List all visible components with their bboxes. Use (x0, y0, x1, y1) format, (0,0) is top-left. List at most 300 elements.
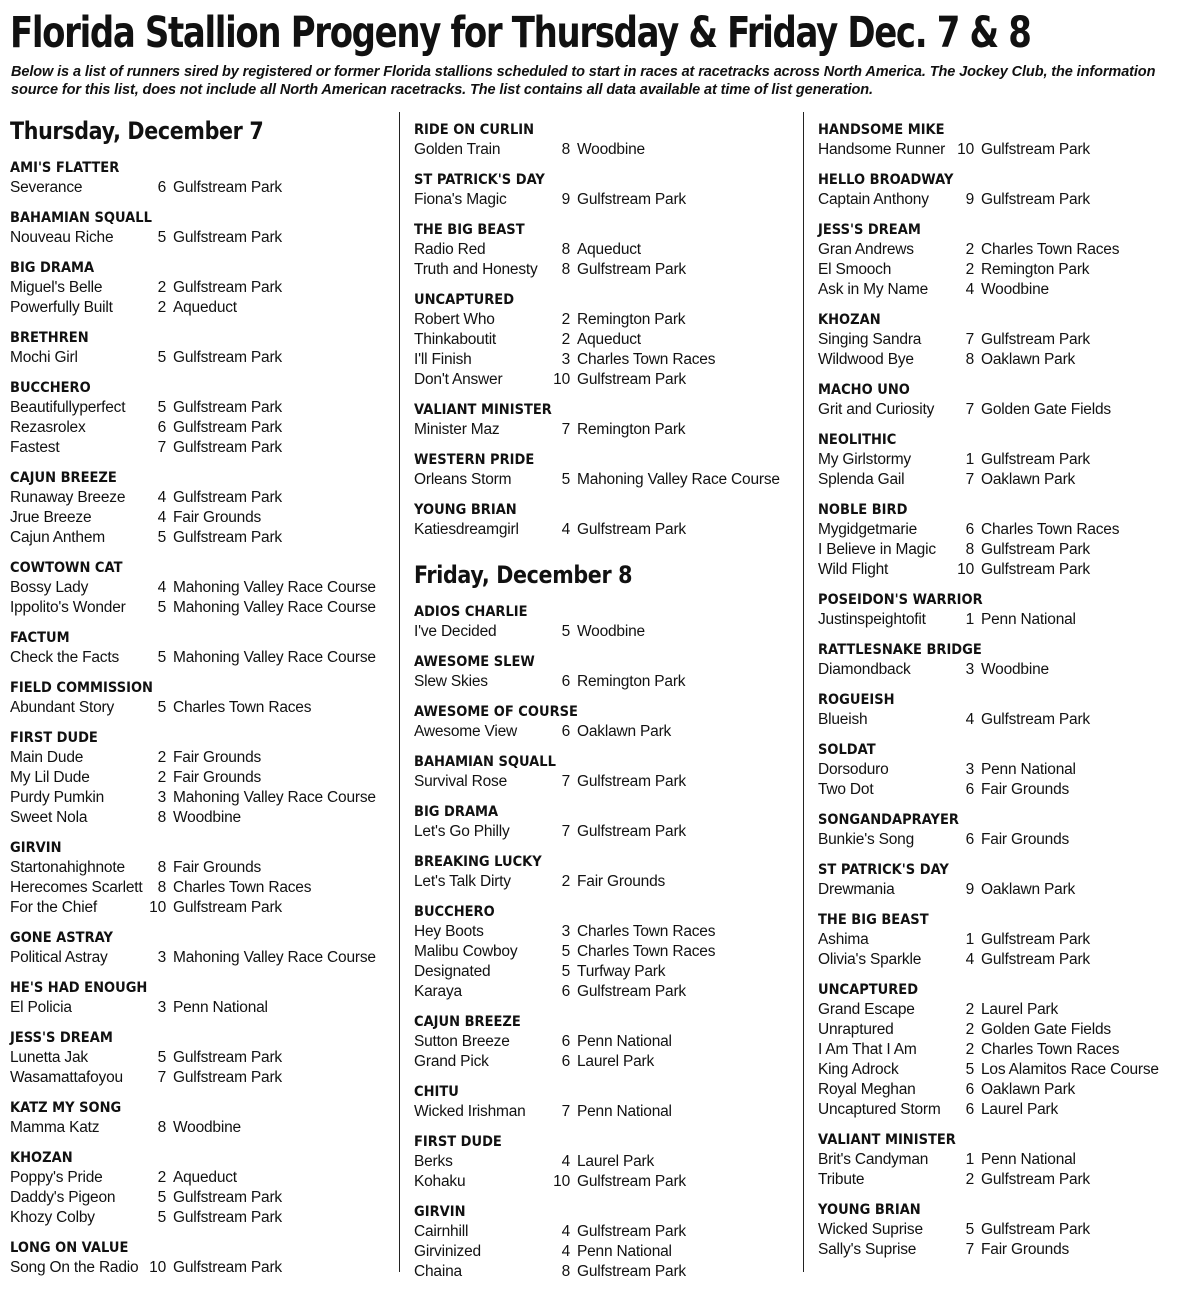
horse-name: Runaway Breeze (10, 489, 126, 506)
horse-name: Severance (10, 179, 83, 196)
track-name: Aqueduct (577, 331, 641, 348)
track-name: Charles Town Races (981, 521, 1120, 538)
runner-row (414, 822, 794, 842)
track-name: Woodbine (981, 661, 1049, 678)
track-name: Charles Town Races (173, 699, 312, 716)
sire-group (10, 928, 390, 968)
post-position: 9 (561, 191, 570, 208)
runner-row (10, 178, 390, 198)
track-name: Charles Town Races (577, 923, 716, 940)
post-position: 6 (965, 521, 974, 538)
track-name: Gulfstream Park (577, 1173, 686, 1190)
runner-row (818, 450, 1198, 470)
runner-row (10, 1168, 390, 1188)
horse-name: Justinspeightofit (818, 611, 926, 628)
track-name: Woodbine (577, 141, 645, 158)
runner-row (10, 1048, 390, 1068)
post-position: 10 (957, 141, 974, 158)
sire-group (818, 590, 1198, 630)
sire-group (414, 1082, 794, 1122)
sire-name: YOUNG BRIAN (818, 1202, 921, 1218)
horse-name: Lunetta Jak (10, 1049, 88, 1066)
post-position: 10 (553, 371, 570, 388)
sire-group (10, 1028, 390, 1088)
runner-row (818, 330, 1198, 350)
sire-group (414, 220, 794, 280)
sire-group (414, 902, 794, 1002)
sire-name: FIRST DUDE (10, 730, 98, 746)
sire-group (414, 500, 794, 540)
post-position: 4 (157, 579, 166, 596)
post-position: 3 (157, 949, 166, 966)
post-position: 6 (561, 1053, 570, 1070)
sire-name: FIELD COMMISSION (10, 680, 153, 696)
runner-row (818, 710, 1198, 730)
post-position: 3 (965, 661, 974, 678)
horse-name: Designated (414, 963, 491, 980)
track-name: Gulfstream Park (577, 261, 686, 278)
sire-group (818, 690, 1198, 730)
runner-row (10, 1208, 390, 1228)
track-name: Gulfstream Park (577, 191, 686, 208)
sire-name: JESS'S DREAM (818, 222, 921, 238)
track-name: Gulfstream Park (173, 439, 282, 456)
runner-row (10, 528, 390, 548)
sire-name: NOBLE BIRD (818, 502, 908, 518)
runner-row (414, 622, 794, 642)
track-name: Gulfstream Park (173, 229, 282, 246)
runner-row (10, 808, 390, 828)
horse-name: Kohaku (414, 1173, 466, 1190)
runner-row (414, 260, 794, 280)
track-name: Fair Grounds (981, 1241, 1070, 1258)
horse-name: Sweet Nola (10, 809, 88, 826)
sire-name: ST PATRICK'S DAY (818, 862, 949, 878)
horse-name: Tribute (818, 1171, 865, 1188)
track-name: Gulfstream Park (577, 823, 686, 840)
runner-row (818, 1100, 1198, 1120)
runner-row (414, 1102, 794, 1122)
sire-group (414, 1132, 794, 1192)
horse-name: Fiona's Magic (414, 191, 507, 208)
track-name: Oaklawn Park (577, 723, 672, 740)
runner-row (414, 1032, 794, 1052)
runner-row (818, 950, 1198, 970)
runner-row (414, 772, 794, 792)
post-position: 5 (157, 229, 166, 246)
runner-row (10, 878, 390, 898)
post-position: 4 (561, 521, 570, 538)
track-name: Remington Park (577, 421, 686, 438)
runner-row (10, 1068, 390, 1088)
horse-name: Grand Escape (818, 1001, 915, 1018)
post-position: 3 (561, 351, 570, 368)
horse-name: King Adrock (818, 1061, 899, 1078)
horse-name: Sally's Suprise (818, 1241, 917, 1258)
post-position: 4 (561, 1153, 570, 1170)
track-name: Gulfstream Park (173, 899, 282, 916)
post-position: 2 (157, 279, 166, 296)
sire-name: BAHAMIAN SQUALL (414, 754, 556, 770)
horse-name: Wildwood Bye (818, 351, 914, 368)
post-position: 6 (965, 831, 974, 848)
horse-name: Mygidgetmarie (818, 521, 918, 538)
post-position: 5 (157, 529, 166, 546)
horse-name: Two Dot (818, 781, 874, 798)
horse-name: Cairnhill (414, 1223, 469, 1240)
track-name: Fair Grounds (173, 509, 262, 526)
post-position: 10 (149, 899, 166, 916)
post-position: 3 (965, 761, 974, 778)
post-position: 4 (965, 711, 974, 728)
horse-name: Captain Anthony (818, 191, 929, 208)
runner-row (818, 190, 1198, 210)
column-1 (10, 110, 390, 1278)
track-name: Gulfstream Park (173, 1209, 282, 1226)
sire-group (414, 1012, 794, 1072)
track-name: Aqueduct (173, 299, 237, 316)
sire-name: RATTLESNAKE BRIDGE (818, 642, 982, 658)
horse-name: Cajun Anthem (10, 529, 105, 546)
track-name: Oaklawn Park (981, 351, 1076, 368)
track-name: Gulfstream Park (981, 931, 1090, 948)
runner-row (10, 788, 390, 808)
track-name: Gulfstream Park (173, 529, 282, 546)
track-name: Oaklawn Park (981, 471, 1076, 488)
sire-group (10, 628, 390, 668)
sire-list (818, 120, 1198, 1260)
sire-name: KHOZAN (818, 312, 881, 328)
runner-row (414, 370, 794, 390)
sire-group (414, 702, 794, 742)
horse-name: Robert Who (414, 311, 495, 328)
sire-group (414, 802, 794, 842)
track-name: Fair Grounds (577, 873, 666, 890)
horse-name: El Smooch (818, 261, 892, 278)
sire-group (10, 468, 390, 548)
sire-list (414, 602, 794, 1282)
runner-row (818, 1170, 1198, 1190)
horse-name: Radio Red (414, 241, 486, 258)
sire-name: BUCCHERO (414, 904, 495, 920)
post-position: 1 (965, 611, 974, 628)
sire-name: BIG DRAMA (10, 260, 95, 276)
sire-group (818, 640, 1198, 680)
day-heading: Thursday, December 7 (10, 117, 264, 145)
runner-row (818, 930, 1198, 950)
track-name: Gulfstream Park (981, 191, 1090, 208)
sire-group (818, 810, 1198, 850)
sire-group (10, 258, 390, 318)
post-position: 6 (157, 179, 166, 196)
sire-name: THE BIG BEAST (414, 222, 525, 238)
post-position: 1 (965, 1151, 974, 1168)
horse-name: Unraptured (818, 1021, 894, 1038)
post-position: 7 (561, 773, 570, 790)
runner-row (818, 1040, 1198, 1060)
sire-name: RIDE ON CURLIN (414, 122, 535, 138)
sire-name: SOLDAT (818, 742, 876, 758)
runner-row (414, 1242, 794, 1262)
post-position: 5 (965, 1221, 974, 1238)
horse-name: Olivia's Sparkle (818, 951, 922, 968)
horse-name: Brit's Candyman (818, 1151, 929, 1168)
runner-row (10, 768, 390, 788)
sire-group (818, 980, 1198, 1120)
sire-group (818, 170, 1198, 210)
sire-group (414, 450, 794, 490)
sire-name: JESS'S DREAM (10, 1030, 113, 1046)
sire-name: NEOLITHIC (818, 432, 897, 448)
track-name: Charles Town Races (173, 879, 312, 896)
sire-name: FACTUM (10, 630, 70, 646)
post-position: 7 (157, 439, 166, 456)
track-name: Mahoning Valley Race Course (173, 599, 376, 616)
horse-name: Wasamattafoyou (10, 1069, 123, 1086)
sire-group (414, 1202, 794, 1282)
runner-row (414, 962, 794, 982)
post-position: 2 (965, 1021, 974, 1038)
runner-row (10, 898, 390, 918)
track-name: Mahoning Valley Race Course (173, 789, 376, 806)
horse-name: Wicked Suprise (818, 1221, 923, 1238)
horse-name: Katiesdreamgirl (414, 521, 519, 538)
sire-group (818, 310, 1198, 370)
post-position: 5 (157, 399, 166, 416)
track-name: Gulfstream Park (577, 371, 686, 388)
track-name: Gulfstream Park (981, 711, 1090, 728)
sire-name: COWTOWN CAT (10, 560, 123, 576)
post-position: 7 (561, 421, 570, 438)
runner-row (414, 982, 794, 1002)
post-position: 1 (965, 931, 974, 948)
runner-row (818, 400, 1198, 420)
post-position: 1 (965, 451, 974, 468)
runner-row (818, 470, 1198, 490)
track-name: Oaklawn Park (981, 1081, 1076, 1098)
track-name: Gulfstream Park (981, 141, 1090, 158)
horse-name: Song On the Radio (10, 1259, 139, 1276)
track-name: Gulfstream Park (577, 521, 686, 538)
sire-name: HANDSOME MIKE (818, 122, 945, 138)
horse-name: Miguel's Belle (10, 279, 103, 296)
sire-group (818, 910, 1198, 970)
sire-name: CAJUN BREEZE (414, 1014, 521, 1030)
track-name: Gulfstream Park (577, 1223, 686, 1240)
runner-row (818, 1150, 1198, 1170)
runner-row (818, 780, 1198, 800)
track-name: Gulfstream Park (577, 773, 686, 790)
track-name: Laurel Park (981, 1101, 1059, 1118)
post-position: 8 (561, 261, 570, 278)
horse-name: Jrue Breeze (10, 509, 92, 526)
horse-name: Malibu Cowboy (414, 943, 518, 960)
track-name: Golden Gate Fields (981, 1021, 1111, 1038)
post-position: 3 (157, 789, 166, 806)
post-position: 7 (965, 471, 974, 488)
sire-name: BAHAMIAN SQUALL (10, 210, 152, 226)
sire-name: THE BIG BEAST (818, 912, 929, 928)
horse-name: Wicked Irishman (414, 1103, 526, 1120)
runner-row (414, 140, 794, 160)
track-name: Penn National (577, 1243, 672, 1260)
runner-row (10, 298, 390, 318)
sire-name: UNCAPTURED (414, 292, 515, 308)
post-position: 9 (965, 881, 974, 898)
runner-row (414, 1222, 794, 1242)
sire-name: AWESOME SLEW (414, 654, 535, 670)
horse-name: Drewmania (818, 881, 895, 898)
runner-row (10, 418, 390, 438)
track-name: Laurel Park (981, 1001, 1059, 1018)
post-position: 2 (965, 241, 974, 258)
track-name: Gulfstream Park (577, 983, 686, 1000)
sire-name: GIRVIN (10, 840, 62, 856)
post-position: 7 (965, 1241, 974, 1258)
post-position: 5 (157, 599, 166, 616)
runner-row (414, 1262, 794, 1282)
runner-row (414, 942, 794, 962)
track-name: Gulfstream Park (173, 349, 282, 366)
horse-name: Singing Sandra (818, 331, 922, 348)
post-position: 5 (561, 623, 570, 640)
track-name: Mahoning Valley Race Course (173, 949, 376, 966)
runner-row (10, 1258, 390, 1278)
runner-row (10, 598, 390, 618)
track-name: Gulfstream Park (173, 1069, 282, 1086)
horse-name: Let's Talk Dirty (414, 873, 511, 890)
sire-name: BREAKING LUCKY (414, 854, 542, 870)
runner-row (414, 722, 794, 742)
runner-row (818, 140, 1198, 160)
sire-name: ADIOS CHARLIE (414, 604, 528, 620)
sire-group (818, 380, 1198, 420)
horse-name: Survival Rose (414, 773, 508, 790)
horse-name: Uncaptured Storm (818, 1101, 941, 1118)
sire-name: AMI'S FLATTER (10, 160, 120, 176)
post-position: 6 (561, 673, 570, 690)
horse-name: Diamondback (818, 661, 911, 678)
runner-row (414, 1152, 794, 1172)
post-position: 5 (157, 349, 166, 366)
runner-row (414, 350, 794, 370)
track-name: Charles Town Races (981, 241, 1120, 258)
post-position: 7 (561, 823, 570, 840)
track-name: Oaklawn Park (981, 881, 1076, 898)
horse-name: Royal Meghan (818, 1081, 916, 1098)
post-position: 5 (157, 699, 166, 716)
post-position: 6 (561, 723, 570, 740)
runner-row (10, 348, 390, 368)
sire-name: KHOZAN (10, 1150, 73, 1166)
horse-name: Purdy Pumkin (10, 789, 105, 806)
runner-row (10, 578, 390, 598)
runner-row (818, 260, 1198, 280)
post-position: 8 (157, 859, 166, 876)
runner-row (818, 560, 1198, 580)
sire-name: UNCAPTURED (818, 982, 919, 998)
track-name: Penn National (577, 1033, 672, 1050)
runner-row (10, 748, 390, 768)
track-name: Gulfstream Park (981, 561, 1090, 578)
sire-group (10, 1148, 390, 1228)
horse-name: El Policia (10, 999, 72, 1016)
track-name: Penn National (981, 761, 1076, 778)
post-position: 8 (561, 241, 570, 258)
runner-row (818, 1020, 1198, 1040)
post-position: 7 (965, 331, 974, 348)
intro-text: Below is a list of runners sired by registered or former Florida stallions scheduled to start in races at racetracks across North America. The Jockey Club, the information source for this list, does not include all North American racetracks. The list contains all data available at time of list generation. (11, 64, 1156, 98)
runner-row (10, 1188, 390, 1208)
post-position: 2 (561, 873, 570, 890)
sire-group (414, 652, 794, 692)
sire-group (10, 728, 390, 828)
sire-group (10, 378, 390, 458)
post-position: 2 (561, 331, 570, 348)
track-name: Penn National (981, 1151, 1076, 1168)
horse-name: Wild Flight (818, 561, 889, 578)
runner-row (818, 540, 1198, 560)
runner-row (414, 922, 794, 942)
post-position: 6 (561, 1033, 570, 1050)
track-name: Fair Grounds (173, 769, 262, 786)
track-name: Aqueduct (173, 1169, 237, 1186)
sire-group (414, 852, 794, 892)
post-position: 2 (157, 1169, 166, 1186)
sire-group (414, 400, 794, 440)
sire-name: AWESOME OF COURSE (414, 704, 578, 720)
horse-name: Splenda Gail (818, 471, 905, 488)
sire-name: LONG ON VALUE (10, 1240, 129, 1256)
post-position: 8 (965, 541, 974, 558)
sire-name: POSEIDON'S WARRIOR (818, 592, 983, 608)
post-position: 5 (561, 943, 570, 960)
horse-name: Dorsoduro (818, 761, 889, 778)
post-position: 6 (157, 419, 166, 436)
post-position: 7 (965, 401, 974, 418)
sire-group (818, 1200, 1198, 1260)
sire-group (414, 290, 794, 390)
track-name: Penn National (981, 611, 1076, 628)
horse-name: Rezasrolex (10, 419, 86, 436)
horse-name: I Believe in Magic (818, 541, 936, 558)
post-position: 2 (965, 261, 974, 278)
post-position: 2 (965, 1041, 974, 1058)
post-position: 2 (157, 749, 166, 766)
sire-group (10, 678, 390, 718)
runner-row (10, 398, 390, 418)
post-position: 6 (561, 983, 570, 1000)
sire-name: SONGANDAPRAYER (818, 812, 959, 828)
horse-name: Berks (414, 1153, 453, 1170)
post-position: 8 (157, 809, 166, 826)
horse-name: Ashima (818, 931, 869, 948)
horse-name: Gran Andrews (818, 241, 914, 258)
horse-name: Herecomes Scarlett (10, 879, 143, 896)
sire-group (414, 752, 794, 792)
sire-name: KATZ MY SONG (10, 1100, 122, 1116)
track-name: Gulfstream Park (173, 419, 282, 436)
sire-group (818, 860, 1198, 900)
sire-group (818, 740, 1198, 800)
post-position: 2 (965, 1171, 974, 1188)
runner-row (10, 948, 390, 968)
post-position: 4 (157, 509, 166, 526)
post-position: 4 (965, 951, 974, 968)
track-name: Los Alamitos Race Course (981, 1061, 1159, 1078)
sire-group (10, 328, 390, 368)
post-position: 4 (561, 1223, 570, 1240)
